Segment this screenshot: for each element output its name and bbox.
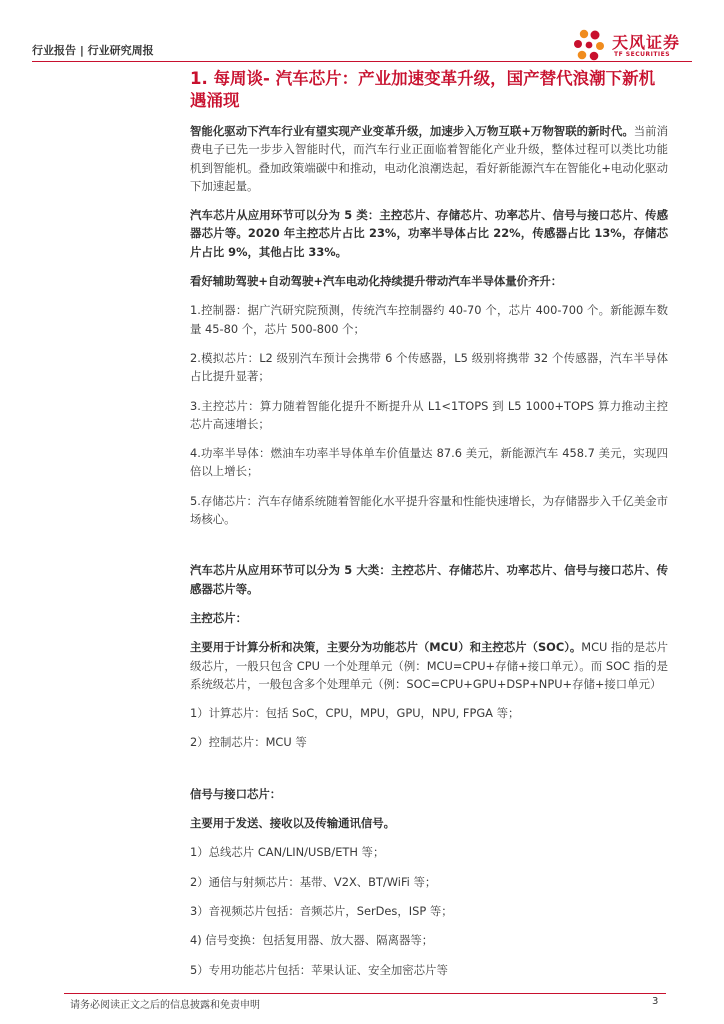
list-item-controller: 1.控制器：据广汽研究院预测，传统汽车控制器约 40-70 个，芯片 400-700 个。新能源车数量 45-80 个，芯片 500-800 个； [190, 303, 668, 336]
list-item-storage-chip: 5.存储芯片：汽车存储系统随着智能化水平提升容量和性能快速增长，为存储器步入千亿美金市场核心。 [190, 493, 668, 527]
list-item-special-function-chip: 5）专用功能芯片包括：苹果认证、安全加密芯片等 [190, 962, 448, 977]
page-number: 3 [652, 996, 659, 1007]
list-item-signal-conversion: 4) 信号变换：包括复用器、放大器、隔离器等； [190, 933, 434, 948]
paragraph-main-control-lead: 主要用于计算分析和决策，主要分为功能芯片（MCU）和主控芯片（SOC）。 [190, 640, 582, 655]
list-item-compute-chip: 1）计算芯片：包括 SoC，CPU，MPU，GPU，NPU, FPGA 等； [190, 706, 520, 721]
main-content [190, 68, 668, 990]
paragraph-signal-interface: 主要用于发送、接收以及传输通讯信号。 [190, 816, 396, 831]
paragraph-main-control-body: MCU 指的是芯片级芯片，一般只包含 CPU 一个处理单元（例：MCU=CPU+存储+接口单元）。而 SOC 指的是系统级芯片，一般包含多个处理单元（例：SOC=CPU+GPU+DSP+NPU+存储+接口单元） [190, 640, 668, 691]
paragraph-classification-repeat: 汽车芯片从应用环节可以分为 5 大类：主控芯片、存储芯片、功率芯片、信号与接口芯片、传感器芯片等。 [190, 563, 668, 596]
paragraph-intro [190, 122, 668, 195]
footer-disclaimer: 请务必阅读正文之后的信息披露和免责申明 [70, 1000, 260, 1011]
paragraph-classification: 汽车芯片从应用环节可以分为 5 类：主控芯片、存储芯片、功率芯片、信号与接口芯片、传感器芯片等。2020 年主控芯片占比 23%，功率半导体占比 22%，传感器占比 13%，存储芯片占比 9%，其他占比 33%。 [190, 208, 668, 259]
header-divider [32, 61, 692, 62]
paragraph-intro-body: 当前消费电子已先一步步入智能时代，而汽车行业正面临着智能化产业升级，整体过程可以类比功能机到智能机。叠加政策端碳中和推动，电动化浪潮迭起，看好新能源汽车在智能化+电动化驱动下加速起量。 [190, 124, 668, 193]
subheading-signal-interface: 信号与接口芯片： [190, 786, 282, 801]
logo-text-cn: 天风证券 [612, 33, 681, 52]
list-item-control-chip: 2）控制芯片：MCU 等 [190, 735, 307, 750]
subheading-main-control: 主控芯片： [190, 610, 247, 625]
list-item-analog-chip: 2.模拟芯片：L2 级别汽车预计会携带 6 个传感器，L5 级别将携带 32 个传感器，汽车半导体占比提升显著； [190, 350, 668, 384]
tf-securities-flower-icon [570, 26, 610, 66]
paragraph-intro-lead: 智能化驱动下汽车行业有望实现产业变革升级，加速步入万物互联+万物智联的新时代。 [190, 124, 634, 138]
list-item-bus-chip: 1）总线芯片 CAN/LIN/USB/ETH 等； [190, 845, 385, 860]
section-title: 1. 每周谈- 汽车芯片：产业加速变革升级，国产替代浪潮下新机遇涌现 [190, 69, 656, 110]
logo-text-en: TF SECURITIES [614, 51, 671, 58]
list-item-av-chip: 3）音视频芯片包括：音频芯片，SerDes，ISP 等； [190, 903, 453, 918]
company-logo [570, 26, 700, 66]
list-item-power-semiconductor: 4.功率半导体：燃油车功率半导体单车价值量达 87.6 美元，新能源汽车 458.7 美元，实现四倍以上增长； [190, 446, 668, 479]
paragraph-outlook: 看好辅助驾驶+自动驾驶+汽车电动化持续提升带动汽车半导体量价齐升： [190, 274, 563, 289]
paragraph-main-control [190, 638, 668, 693]
header-breadcrumb: 行业报告 | 行业研究周报 [32, 44, 154, 57]
footer-divider [64, 993, 666, 994]
list-item-main-control-chip: 3.主控芯片：算力随着智能化提升不断提升从 L1<1TOPS 到 L5 1000+TOPS 算力推动主控芯片高速增长； [190, 398, 668, 431]
list-item-rf-chip: 2）通信与射频芯片：基带、V2X、BT/WiFi 等； [190, 874, 437, 889]
